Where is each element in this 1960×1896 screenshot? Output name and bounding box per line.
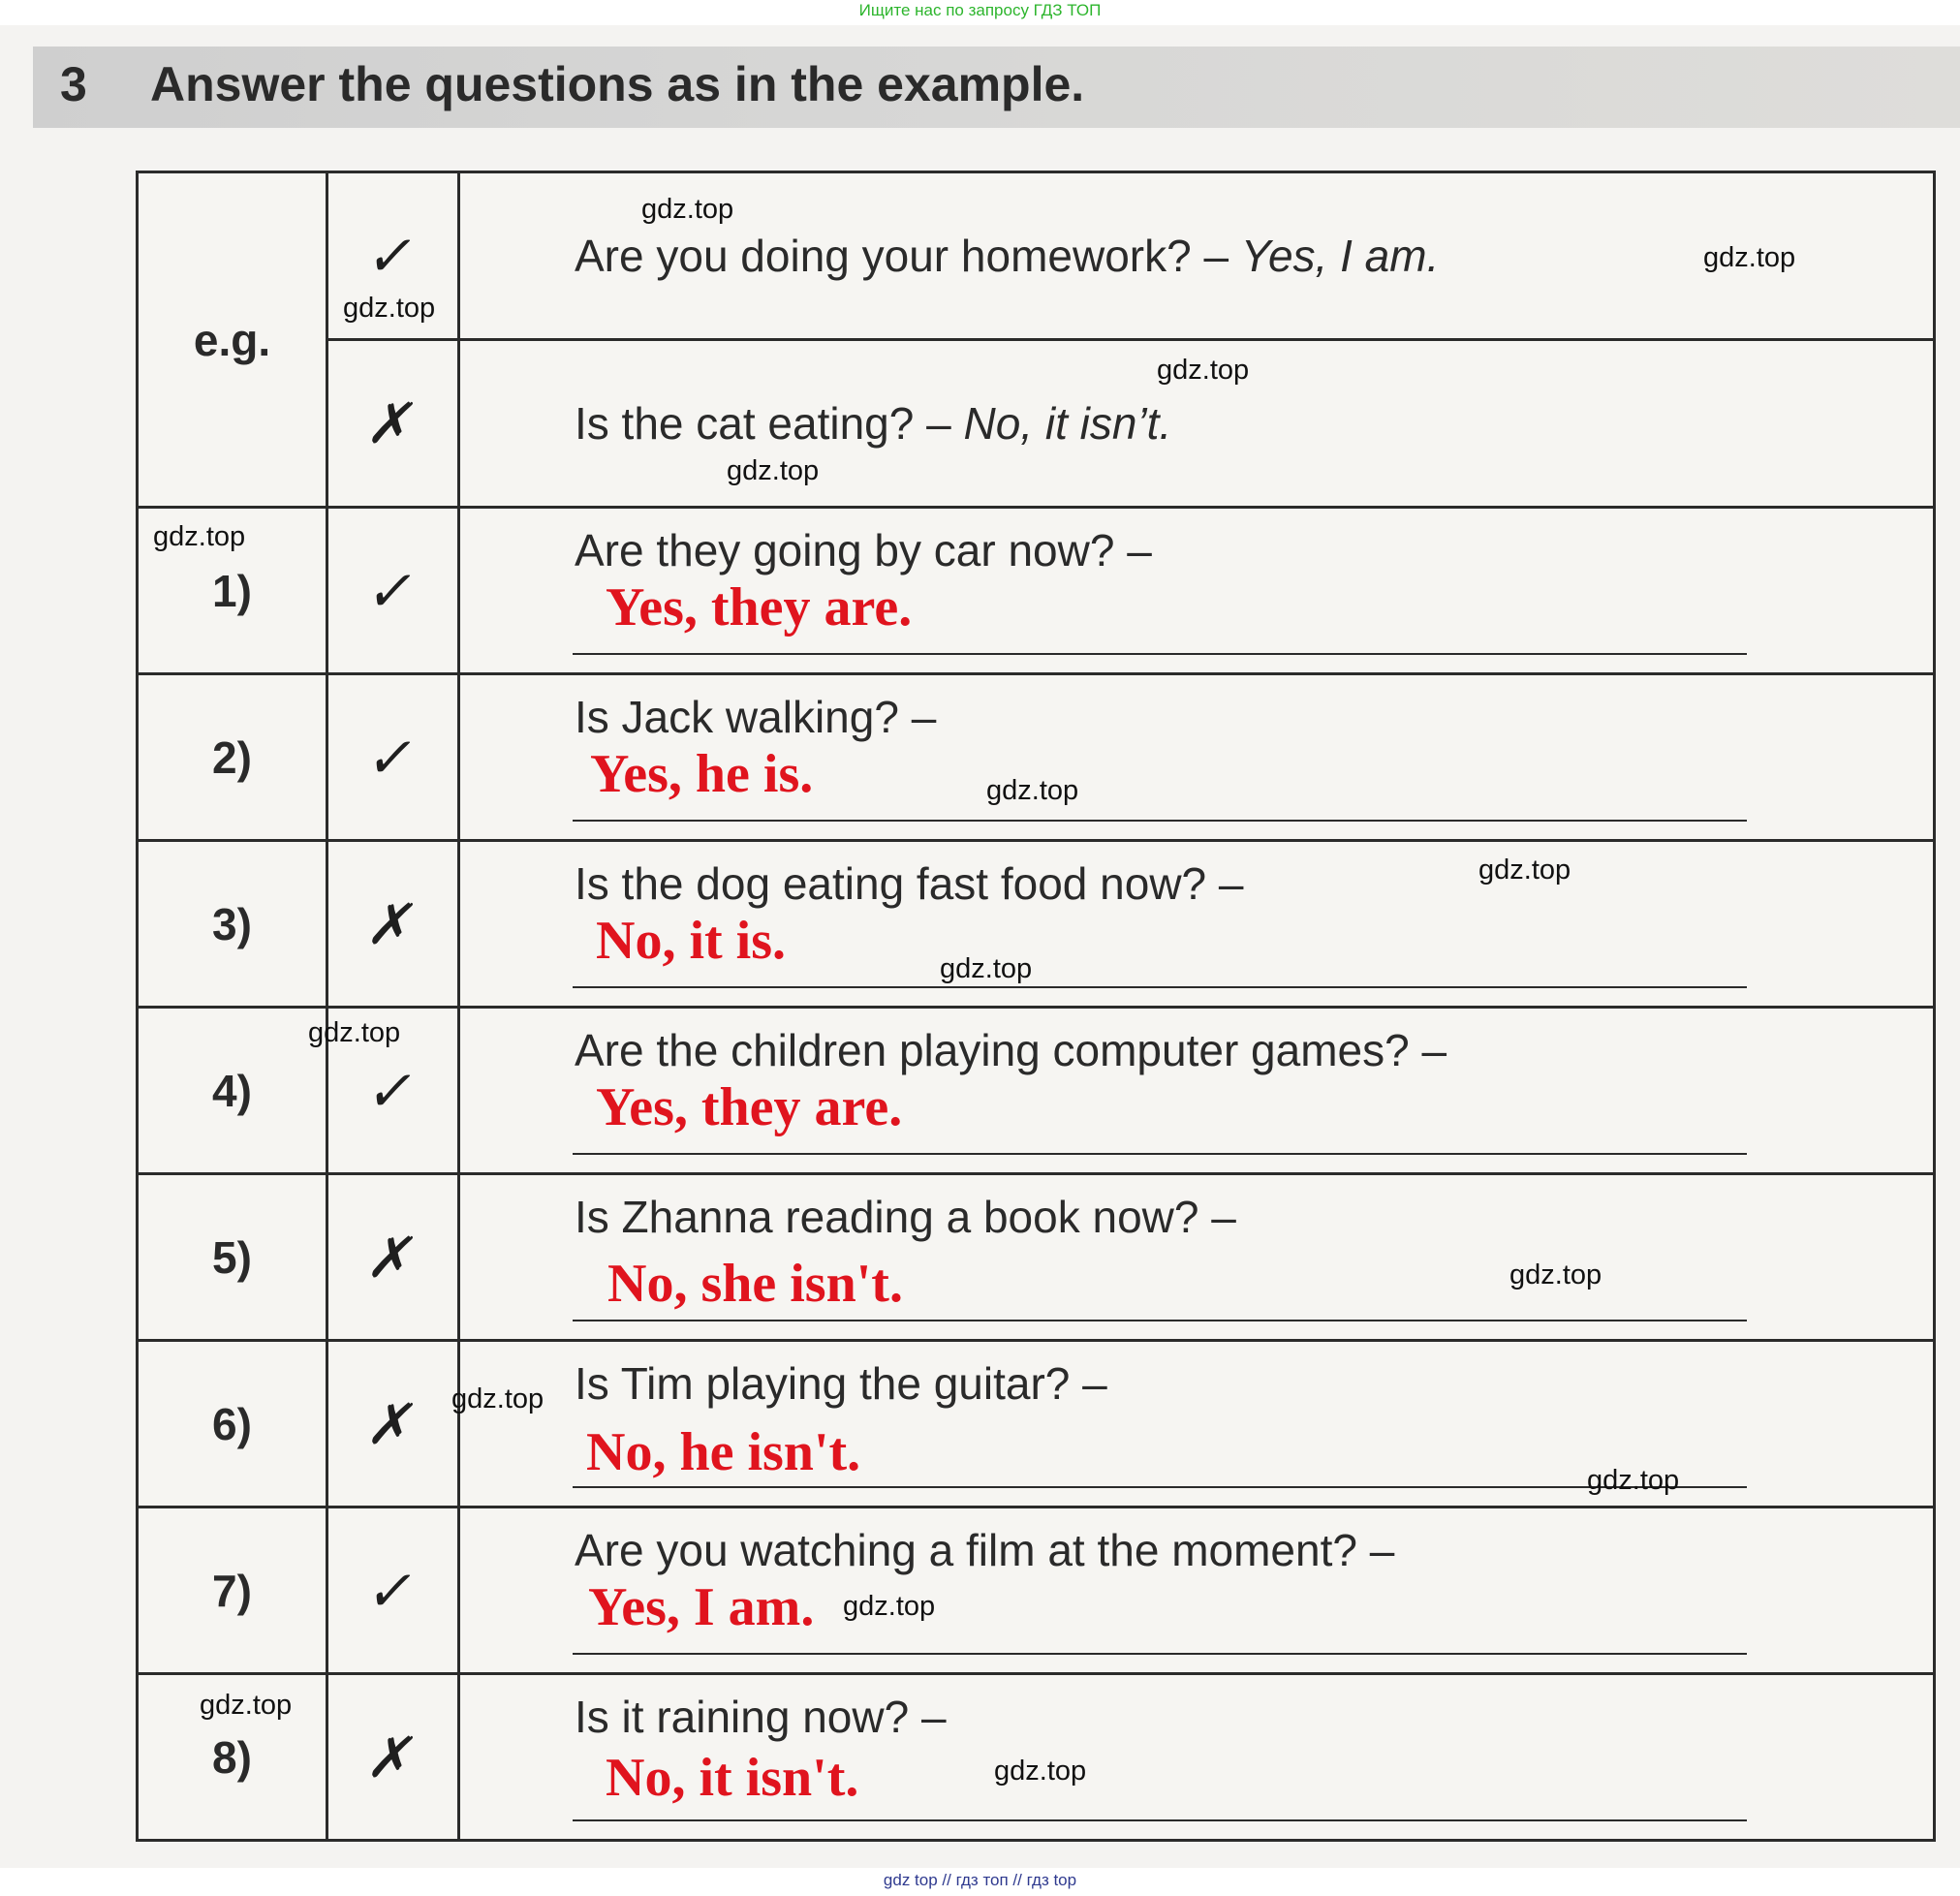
example-row (138, 340, 1935, 508)
row-mark (327, 674, 459, 841)
check-icon: ✓ (361, 223, 424, 289)
footer-links[interactable]: gdz top // гдз топ // гдз top (0, 1868, 1960, 1896)
watermark: gdz.top (1703, 242, 1796, 273)
top-banner[interactable]: Ищите нас по запросу ГДЗ ТОП (0, 0, 1960, 25)
question-text: Is Jack walking? – (575, 692, 937, 742)
question-text: Are you watching a film at the moment? – (575, 1525, 1395, 1575)
answer-line (573, 1653, 1747, 1655)
watermark: gdz.top (308, 1017, 401, 1048)
check-icon: ✓ (361, 1557, 424, 1624)
exercise-title: Answer the questions as in the example. (150, 57, 1085, 111)
answer-text[interactable]: Yes, they are. (596, 1077, 903, 1137)
table-row (138, 674, 1935, 841)
example-answer: No, it isn’t. (963, 398, 1172, 449)
question-text: Is Tim playing the guitar? – (575, 1358, 1107, 1409)
question-cell (459, 1174, 1935, 1341)
row-number: 7) (138, 1507, 327, 1674)
row-number: 2) (138, 674, 327, 841)
cross-icon: ✗ (361, 1724, 424, 1790)
question-cell (459, 1674, 1935, 1841)
watermark: gdz.top (1587, 1465, 1680, 1496)
exercise-table (136, 171, 1936, 1842)
row-number: 4) (138, 1008, 327, 1174)
answer-text[interactable]: No, it isn't. (606, 1748, 859, 1808)
answer-line (573, 820, 1747, 822)
example-mark (327, 340, 459, 508)
row-mark (327, 508, 459, 674)
row-mark (327, 1674, 459, 1841)
row-mark (327, 1341, 459, 1507)
answer-line (573, 1153, 1747, 1155)
exercise-number: 3 (60, 57, 87, 111)
question-cell (459, 674, 1935, 841)
watermark: gdz.top (641, 194, 734, 225)
question-cell (459, 1008, 1935, 1174)
row-mark (327, 841, 459, 1008)
question-cell (459, 508, 1935, 674)
check-icon: ✓ (361, 1057, 424, 1124)
question-cell (459, 1507, 1935, 1674)
question-text: Are the children playing computer games? – (575, 1025, 1447, 1075)
question-text: Are they going by car now? – (575, 525, 1152, 575)
question-text: Is Zhanna reading a book now? – (575, 1192, 1236, 1242)
answer-text[interactable]: No, it is. (596, 911, 786, 971)
table-row (138, 1507, 1935, 1674)
row-number: 1) (138, 508, 327, 674)
watermark: gdz.top (843, 1591, 936, 1622)
cross-icon: ✗ (361, 1390, 424, 1457)
row-number: 3) (138, 841, 327, 1008)
row-number: 5) (138, 1174, 327, 1341)
row-number: 6) (138, 1341, 327, 1507)
answer-line (573, 1486, 1747, 1488)
table-row (138, 1174, 1935, 1341)
watermark: gdz.top (343, 293, 436, 324)
example-label: e.g. (138, 172, 327, 508)
answer-line (573, 653, 1747, 655)
row-number: 8) (138, 1674, 327, 1841)
check-icon: ✓ (361, 557, 424, 624)
row-mark (327, 1174, 459, 1341)
answer-text[interactable]: Yes, he is. (590, 744, 814, 804)
example-question-text: Is the cat eating? – (575, 398, 951, 449)
question-cell (459, 841, 1935, 1008)
cross-icon: ✗ (361, 1224, 424, 1290)
watermark: gdz.top (1478, 855, 1571, 886)
watermark: gdz.top (153, 521, 246, 552)
answer-text[interactable]: No, he isn't. (586, 1422, 861, 1482)
watermark: gdz.top (451, 1383, 544, 1414)
watermark: gdz.top (994, 1756, 1087, 1787)
question-cell (459, 1341, 1935, 1507)
check-icon: ✓ (361, 724, 424, 791)
watermark: gdz.top (986, 775, 1079, 806)
question-text: Is the dog eating fast food now? – (575, 858, 1244, 909)
answer-line (573, 1320, 1747, 1321)
answer-line (573, 986, 1747, 988)
answer-text[interactable]: No, she isn't. (607, 1254, 903, 1314)
answer-text[interactable]: Yes, they are. (606, 577, 913, 637)
answer-line (573, 1819, 1747, 1821)
example-question (575, 397, 1171, 450)
watermark: gdz.top (200, 1690, 293, 1721)
row-mark (327, 1507, 459, 1674)
table-row (138, 508, 1935, 674)
answer-text[interactable]: Yes, I am. (588, 1577, 815, 1637)
watermark: gdz.top (1509, 1259, 1602, 1290)
table-row (138, 1008, 1935, 1174)
exercise-table-wrap (136, 171, 1936, 1841)
watermark: gdz.top (940, 953, 1033, 984)
question-text: Is it raining now? – (575, 1692, 947, 1742)
example-answer: Yes, I am. (1240, 231, 1440, 281)
watermark: gdz.top (1157, 355, 1250, 386)
watermark: gdz.top (727, 455, 820, 486)
example-question-text: Are you doing your homework? – (575, 231, 1229, 281)
cross-icon: ✗ (361, 890, 424, 957)
example-question (575, 230, 1439, 282)
table-row (138, 841, 1935, 1008)
cross-icon: ✗ (361, 390, 424, 456)
